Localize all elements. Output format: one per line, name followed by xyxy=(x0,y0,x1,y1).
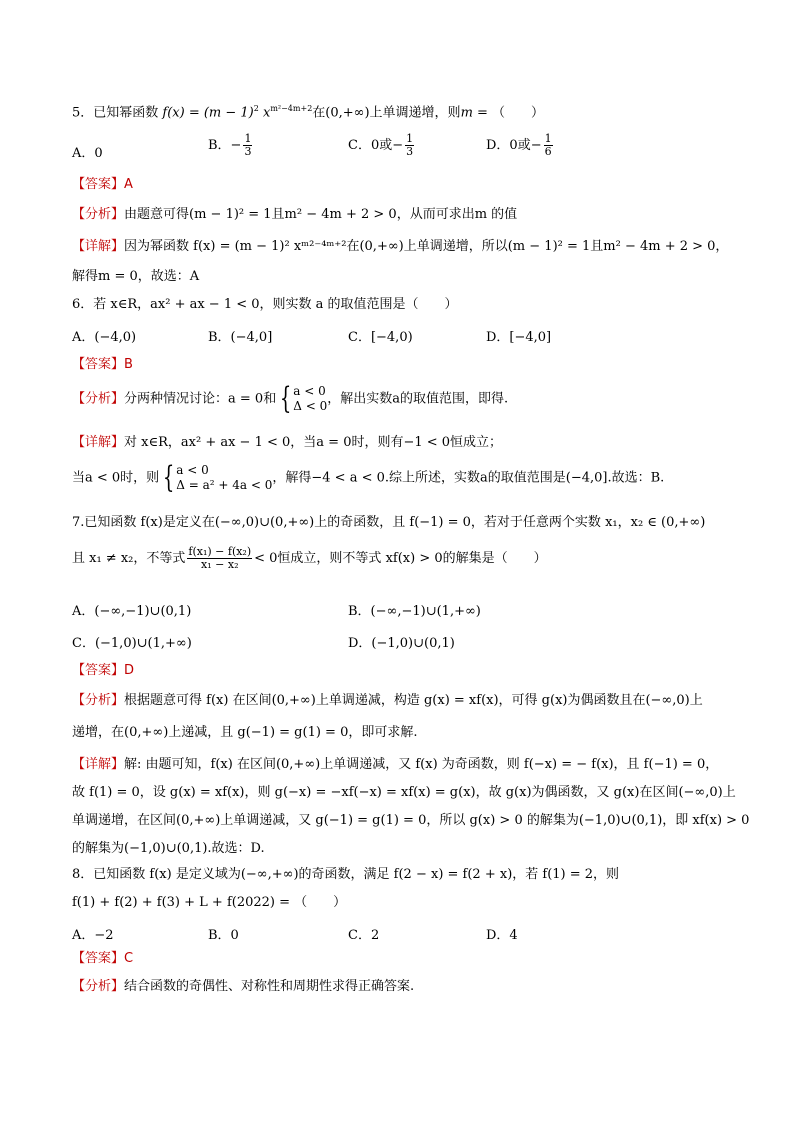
q5-option-a: A．0 xyxy=(72,146,103,161)
q5-detail-line-1: 【详解】因为幂函数 f(x) = (m − 1)² xᵐ²⁻⁴ᵐ⁺²在(0,+∞)上单调递增，所以(m − 1)² = 1且m² − 4m + 2 > 0， xyxy=(72,239,729,254)
q7-detail-line-3: 单调递增，在区间(0,+∞)上单调递减，又 g(−1) = g(1) = 0，所以 g(x) > 0 的解集为(−1,0)∪(0,1)，即 xf(x) > 0 xyxy=(72,813,750,828)
q7-option-d: D．(−1,0)∪(0,1) xyxy=(348,636,455,651)
q6-option-c: C．[−4,0) xyxy=(348,330,413,345)
q5-detail-line-2: 解得m = 0，故选：A xyxy=(72,269,200,284)
q5-stem: 5．已知幂函数 $f(x) = (m - 1)^2$ $x^{m^2-4m+2}$在(0,+∞)上单调递增，则m = （ ） xyxy=(72,104,545,121)
q6-detail-line-1: 【详解】对 x∈R，ax² + ax − 1 < 0，当a = 0时，则有−1 < 0恒成立； xyxy=(72,435,503,450)
q8-answer: 【答案】C xyxy=(72,951,134,966)
q7-stem-line-2: 且 x₁ ≠ x₂，不等式 $\frac{\text{f(x₁) − f(x₂)}}{\text{x₁ − x₂}}$ < 0恒成立，则不等式 xf(x) > 0的解集是（ ） xyxy=(72,545,547,571)
q7-detail-line-2: 故 f(1) = 0，设 g(x) = xf(x)，则 g(−x) = −xf(−x) = xf(x) = g(x)，故 g(x)为偶函数，又 g(x)在区间(−∞,0)上 xyxy=(72,785,736,800)
q6-answer: 【答案】B xyxy=(72,357,133,372)
q5-analysis: 【分析】由题意可得(m − 1)² = 1且m² − 4m + 2 > 0，从而可求出m 的值 xyxy=(72,207,518,222)
q6-stem: 6．若 x∈R，ax² + ax − 1 < 0，则实数 a 的取值范围是（ ） xyxy=(72,297,458,312)
q8-option-b: B．0 xyxy=(208,928,239,943)
q7-detail-line-4: 的解集为(−1,0)∪(0,1).故选：D. xyxy=(72,841,265,856)
q7-option-c: C．(−1,0)∪(1,+∞) xyxy=(72,636,192,651)
q7-option-b: B．(−∞,−1)∪(1,+∞) xyxy=(348,604,481,619)
q6-detail-line-2: 当a < 0时，则 { a < 0 Δ = a² + 4a < 0 ，解得−4 < a < 0.综上所述，实数a的取值范围是(−4,0].故选：B. xyxy=(72,460,665,495)
q6-option-d: D．[−4,0] xyxy=(486,330,552,345)
q8-stem-line-1: 8．已知函数 f(x) 是定义域为(−∞,+∞)的奇函数，满足 f(2 − x) = f(2 + x)，若 f(1) = 2，则 xyxy=(72,867,620,882)
q6-analysis: 【分析】分两种情况讨论：a = 0和 { a < 0 Δ < 0 ，解出实数a的取值范围，即得. xyxy=(72,381,509,416)
q8-option-c: C．2 xyxy=(348,928,380,943)
q7-stem-line-1: 7.已知函数 f(x)是定义在(−∞,0)∪(0,+∞)上的奇函数，且 f(−1) = 0，若对于任意两个实数 x₁，x₂ ∈ (0,+∞) xyxy=(72,515,706,530)
q6-option-b: B．(−4,0] xyxy=(208,330,273,345)
q8-option-a: A．−2 xyxy=(72,928,114,943)
q7-option-a: A．(−∞,−1)∪(0,1) xyxy=(72,604,192,619)
q7-answer: 【答案】D xyxy=(72,663,135,678)
q5-option-b: B．− $\frac{1}{3}$ xyxy=(208,132,252,158)
q6-option-a: A．(−4,0) xyxy=(72,330,137,345)
q5-answer: 【答案】A xyxy=(72,177,133,192)
q8-option-d: D．4 xyxy=(486,928,518,943)
q7-detail-line-1: 【详解】解: 由题可知，f(x) 在区间(0,+∞)上单调递减，又 f(x) 为奇函数，则 f(−x) = − f(x)，且 f(−1) = 0， xyxy=(72,757,719,772)
q8-stem-line-2: f(1) + f(2) + f(3) + L + f(2022) = （ ） xyxy=(72,895,347,910)
q8-analysis: 【分析】结合函数的奇偶性、对称性和周期性求得正确答案. xyxy=(72,979,415,994)
q5-option-d: D．0或− $\frac{1}{6}$ xyxy=(486,132,552,158)
q5-option-c: C．0或− $\frac{1}{3}$ xyxy=(348,132,414,158)
q7-analysis-line-2: 递增，在(0,+∞)上递减，且 g(−1) = g(1) = 0，即可求解. xyxy=(72,725,418,740)
q7-analysis-line-1: 【分析】根据题意可得 f(x) 在区间(0,+∞)上单调递减，构造 g(x) = xf(x)，可得 g(x)为偶函数且在(−∞,0)上 xyxy=(72,693,703,708)
